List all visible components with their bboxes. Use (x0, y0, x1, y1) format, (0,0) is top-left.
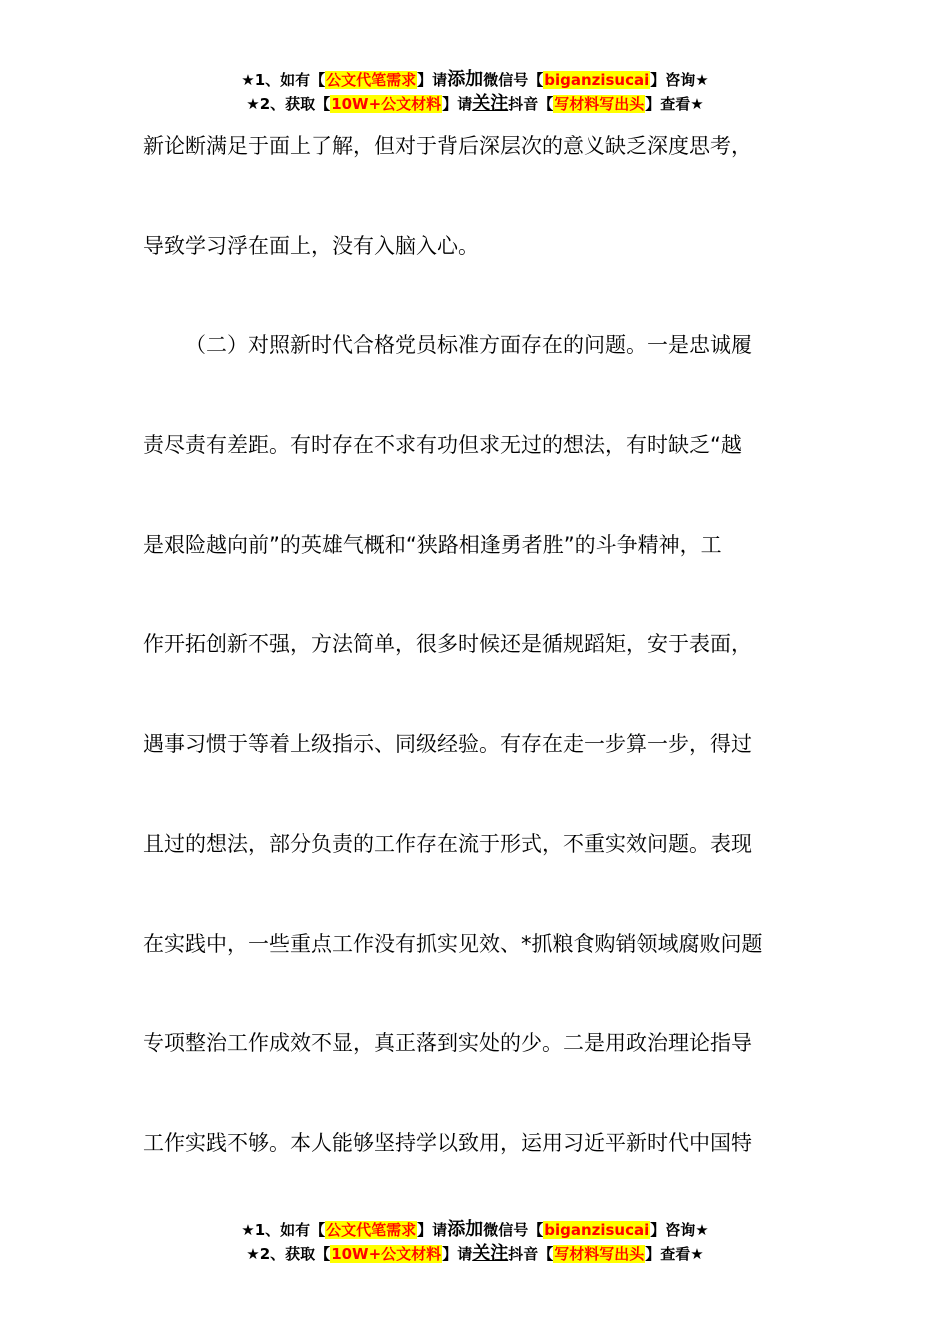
banner-text: ★2、获取【 (246, 1245, 331, 1263)
banner-emphasis: 关注 (472, 1243, 509, 1264)
banner-text: ★1、如有【 (241, 1221, 326, 1239)
banner-highlight: biganzisucai (544, 1221, 650, 1239)
header-banner (0, 68, 950, 116)
banner-highlight: biganzisucai (544, 71, 650, 89)
banner-emphasis: 添加 (447, 69, 484, 90)
document-body (143, 120, 808, 1217)
banner-text: 】咨询★ (650, 1221, 709, 1239)
banner-text: 】请 (417, 1221, 448, 1239)
body-line: 导致学习浮在面上，没有入脑入心。 (143, 233, 479, 258)
body-line: 责尽责有差距。有时存在不求有功但求无过的想法，有时缺乏“越 (143, 433, 742, 458)
banner-line-2 (0, 92, 950, 116)
banner-text: 】请 (417, 71, 448, 89)
banner-text: 抖音【 (508, 1245, 554, 1263)
banner-text: 微信号【 (483, 1221, 544, 1239)
body-line: 且过的想法，部分负责的工作存在流于形式，不重实效问题。表现 (143, 831, 752, 856)
banner-text: 】请 (442, 1245, 473, 1263)
banner-text: 】咨询★ (650, 71, 709, 89)
body-line: 工作实践不够。本人能够坚持学以致用，运用习近平新时代中国特 (143, 1130, 752, 1155)
banner-highlight: 公文代笔需求 (326, 71, 417, 89)
banner-line-1 (0, 68, 950, 92)
body-line: 是艰险越向前”的英雄气概和“狭路相逢勇者胜”的斗争精神，工 (143, 532, 722, 557)
body-line: 遇事习惯于等着上级指示、同级经验。有存在走一步算一步，得过 (143, 732, 752, 757)
banner-highlight: 写材料写出头 (554, 95, 645, 113)
banner-emphasis: 添加 (447, 1219, 484, 1240)
banner-text: ★2、获取【 (246, 95, 331, 113)
body-line: 在实践中，一些重点工作没有抓实见效、*抓粮食购销领域腐败问题 (143, 931, 763, 956)
banner-highlight: 10W+公文材料 (331, 1245, 442, 1263)
banner-text: 微信号【 (483, 71, 544, 89)
banner-text: 】请 (442, 95, 473, 113)
banner-highlight: 公文代笔需求 (326, 1221, 417, 1239)
body-line: 作开拓创新不强，方法简单，很多时候还是循规蹈矩，安于表面， (143, 632, 752, 657)
banner-emphasis: 关注 (472, 93, 509, 114)
footer-banner (0, 1218, 950, 1266)
banner-line-2 (0, 1242, 950, 1266)
body-line: （二）对照新时代合格党员标准方面存在的问题。一是忠诚履 (185, 333, 752, 358)
banner-highlight: 10W+公文材料 (331, 95, 442, 113)
banner-line-1 (0, 1218, 950, 1242)
banner-text: 】查看★ (645, 95, 704, 113)
body-line: 专项整治工作成效不显，真正落到实处的少。二是用政治理论指导 (143, 1031, 752, 1056)
banner-text: ★1、如有【 (241, 71, 326, 89)
banner-highlight: 写材料写出头 (554, 1245, 645, 1263)
body-line: 新论断满足于面上了解，但对于背后深层次的意义缺乏深度思考， (143, 134, 752, 158)
banner-text: 】查看★ (645, 1245, 704, 1263)
banner-text: 抖音【 (508, 95, 554, 113)
